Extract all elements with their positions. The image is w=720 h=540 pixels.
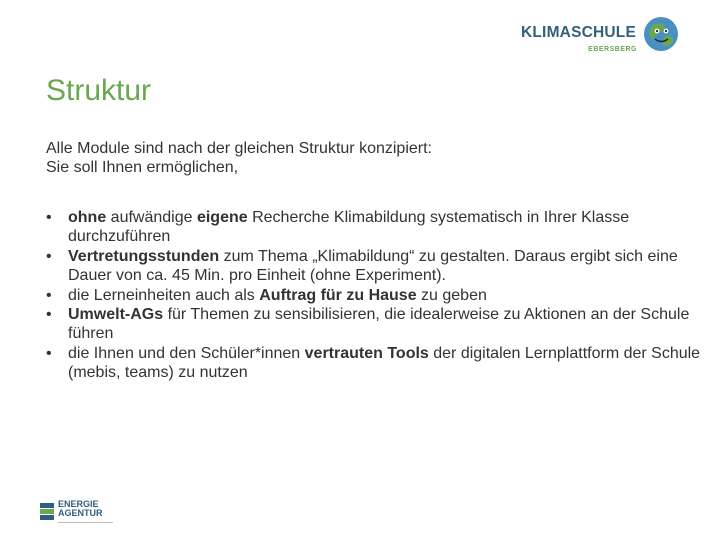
bullet-emphasis: vertrauten Tools [304,344,429,362]
intro-line: Alle Module sind nach der gleichen Struktur konzipiert: [46,140,432,157]
slide-title: Struktur [46,74,152,107]
bullet-text: zum Thema „Klimabildung“ zu gestalten. Daraus ergibt sich eine Dauer von ca. 45 Min. pro Einheit (ohne Experiment). [68,247,678,285]
bullet-item [46,208,706,247]
bullet-item [46,247,706,286]
bullet-list [46,208,706,383]
energieagentur-logo [40,498,120,532]
bullet-emphasis: ohne [68,209,107,226]
bullet-text: die Lerneinheiten auch als [68,286,260,304]
bullet-text: Recherche Klimabildung systematisch in Ihrer Klasse durchzuführen [68,209,630,246]
logo-line: AGENTUR [58,508,103,518]
bullet-item [46,344,706,383]
logo-title: KLIMASCHULE [521,24,636,41]
intro-text [46,139,432,177]
bullet-text: für Themen zu sensibilisieren, die idealerweise zu Aktionen an der Schule führen [68,306,690,343]
logo-subtitle: EBERSBERG [588,46,637,53]
bullet-text: zu geben [416,286,487,304]
logo-line: ENERGIE [58,499,99,509]
bullet-item [46,286,706,305]
klimaschule-logo [515,10,685,60]
bullet-emphasis: eigene [196,209,248,226]
bullet-text: die Ihnen und den Schüler*innen [68,344,305,362]
earth-icon [641,14,681,54]
energieagentur-mark-icon [40,503,54,521]
bullet-text: der digitalen Lernplattform der Schule (mebis, teams) zu nutzen [68,344,701,382]
bullet-emphasis: Umwelt-AGs [68,306,164,324]
bullet-emphasis: Vertretungsstunden [68,247,220,265]
logo-text [58,500,103,518]
bullet-item [46,305,706,344]
bullet-text: aufwändige [106,209,197,226]
intro-line: Sie soll Ihnen ermöglichen, [46,159,239,176]
bullet-emphasis: Auftrag für zu Hause [259,286,417,304]
divider [58,522,113,523]
